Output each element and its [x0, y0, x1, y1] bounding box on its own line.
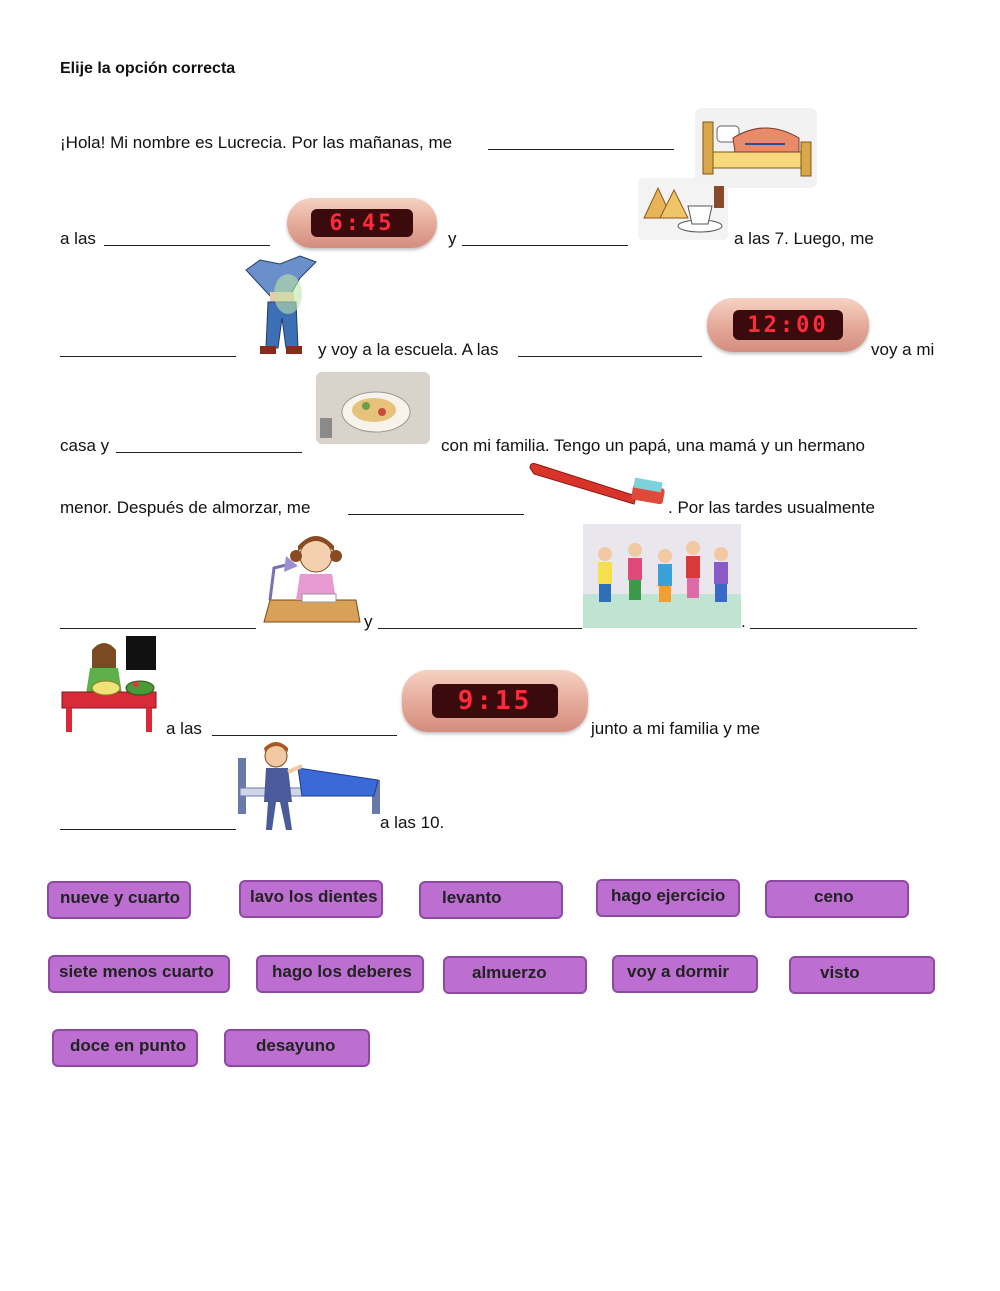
lunch-plate-image [316, 372, 430, 444]
answer-blank-9[interactable] [378, 612, 582, 629]
option-lavo-los-dientes[interactable] [239, 880, 383, 918]
alarm-clock-645-image [287, 198, 437, 248]
text-line-7b: junto a mi familia y me [591, 719, 761, 738]
option-hago-ejercicio[interactable] [596, 879, 740, 917]
option-label: siete menos cuarto [59, 962, 214, 981]
clock-display-915: 9:15 [432, 684, 559, 719]
option-label: nueve y cuarto [60, 888, 180, 907]
answer-blank-12[interactable] [60, 813, 236, 830]
text-line-6b: . [741, 612, 746, 631]
wake-up-bed-image [695, 108, 817, 188]
option-label: desayuno [256, 1036, 336, 1055]
text-line-1: ¡Hola! Mi nombre es Lucrecia. Por las mañanas, me [60, 133, 453, 152]
option-levanto[interactable] [419, 881, 563, 919]
worksheet-title: Elije la opción correcta [60, 60, 236, 77]
text-line-4b: con mi familia. Tengo un papá, una mamá y un hermano [441, 436, 865, 455]
text-line-6a: y [364, 612, 373, 631]
option-desayuno[interactable] [224, 1029, 370, 1067]
alarm-clock-1200-image [707, 298, 869, 352]
option-visto[interactable] [789, 956, 935, 994]
text-line-3b: voy a mi [871, 340, 935, 359]
option-label: doce en punto [70, 1036, 187, 1055]
text-line-2a: a las [60, 229, 96, 248]
text-line-4a: casa y [60, 436, 110, 455]
answer-blank-7[interactable] [348, 498, 524, 515]
text-line-5b: . Por las tardes usualmente [668, 498, 875, 517]
text-line-2b: y [448, 229, 457, 248]
option-label: levanto [442, 888, 502, 907]
option-almuerzo[interactable] [443, 956, 587, 994]
option-label: almuerzo [472, 963, 547, 982]
text-line-7a: a las [166, 719, 202, 738]
option-label: voy a dormir [627, 962, 730, 981]
getting-dressed-image [240, 252, 318, 358]
toothbrush-image [526, 458, 668, 512]
answer-blank-10[interactable] [750, 612, 917, 629]
text-line-8a: a las 10. [380, 813, 445, 832]
homework-girl-image [260, 528, 364, 628]
option-label: hago los deberes [272, 962, 412, 981]
option-label: ceno [814, 887, 854, 906]
answer-blank-8[interactable] [60, 612, 256, 629]
option-label: hago ejercicio [611, 886, 726, 905]
going-to-bed-image [238, 740, 382, 832]
dinner-woman-image [60, 634, 160, 734]
clock-display-1200: 12:00 [733, 310, 843, 340]
option-siete-menos-cuarto[interactable] [48, 955, 230, 993]
answer-blank-5[interactable] [518, 340, 702, 357]
text-line-5a: menor. Después de almorzar, me [60, 498, 311, 517]
option-label: lavo los dientes [250, 887, 378, 906]
breakfast-image [638, 178, 728, 240]
alarm-clock-915-image [402, 670, 588, 732]
option-hago-los-deberes[interactable] [256, 955, 424, 993]
exercise-kids-image [583, 524, 741, 628]
option-ceno[interactable] [765, 880, 909, 918]
option-nueve-y-cuarto[interactable] [47, 881, 191, 919]
clock-display-645: 6:45 [311, 209, 413, 237]
text-line-3a: y voy a la escuela. A las [318, 340, 499, 359]
answer-blank-6[interactable] [116, 436, 302, 453]
answer-blank-2[interactable] [104, 229, 270, 246]
option-voy-a-dormir[interactable] [612, 955, 758, 993]
option-doce-en-punto[interactable] [52, 1029, 198, 1067]
option-label: visto [820, 963, 860, 982]
text-line-2c: a las 7. Luego, me [734, 229, 874, 248]
answer-blank-1[interactable] [488, 133, 674, 150]
answer-blank-4[interactable] [60, 340, 236, 357]
answer-blank-11[interactable] [212, 719, 397, 736]
answer-blank-3[interactable] [462, 229, 628, 246]
